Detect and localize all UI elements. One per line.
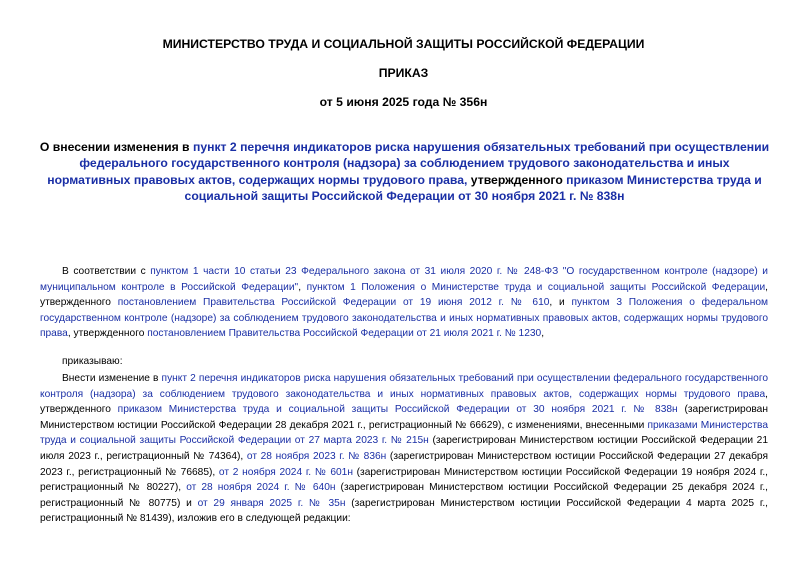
- preamble-text: , и: [549, 297, 572, 309]
- preamble-text: ,: [298, 281, 307, 293]
- link-item2-list[interactable]: пункт 2 перечня индикаторов риска нарушения обязательных требований при осуществлении федерального государственного контроля (надзора) за соблюдением трудового законодательства и иных нормативных правовых актов, содержащих нормы трудового права: [40, 373, 768, 400]
- document-title: [38, 139, 771, 205]
- title-middle: утвержденного: [467, 172, 567, 187]
- preamble-text: ,: [541, 328, 545, 340]
- link-federal-law-248fz[interactable]: пунктом 1 части 10 статьи 23 Федерального закона от 31 июля 2020 г. № 248-ФЗ "О государственном контроле (надзоре) и муниципальном контроле в Российской Федерации": [40, 266, 768, 293]
- link-order-838n[interactable]: приказом Министерства труда и социальной защиты Российской Федерации от 30 ноября 2021 г. № 838н: [117, 404, 678, 416]
- body-text: , утвержденного: [40, 388, 768, 416]
- body-paragraph: [40, 371, 768, 527]
- title-link-item2[interactable]: пункт 2 перечня индикаторов риска нарушения обязательных требований при осуществлении федерального государственного контроля (надзора) за соблюдением трудового законодательства и иных нормативных правовых актов, содержащих нормы трудового права,: [47, 140, 770, 187]
- link-order-601n[interactable]: от 2 ноября 2024 г. № 601н: [218, 466, 353, 478]
- preamble-paragraph: [40, 264, 768, 342]
- link-control-regulation-item3[interactable]: пунктом 3 Положения о федеральном государственном контроле (надзоре) за соблюдением трудового законодательства и иных нормативных правовых актов, содержащих нормы трудового права: [40, 297, 768, 340]
- document-type: ПРИКАЗ: [378, 66, 429, 80]
- link-order-215n[interactable]: приказами Министерства труда и социальной защиты Российской Федерации от 27 марта 2023 г. № 215н: [40, 419, 768, 447]
- order-word: приказываю:: [62, 356, 123, 367]
- body-text: (зарегистрирован Министерством юстиции Российской Федерации 25 декабря 2024 г., регистрационный № 80775) и: [40, 482, 768, 509]
- link-order-640n[interactable]: от 28 ноября 2024 г. № 640н: [186, 482, 336, 494]
- title-prefix: О внесении изменения в: [39, 140, 193, 154]
- preamble-text: , утвержденного: [40, 281, 768, 309]
- link-order-836n[interactable]: от 28 ноября 2023 г. № 836н: [246, 450, 387, 462]
- link-resolution-610[interactable]: постановлением Правительства Российской Федерации от 19 июня 2012 г. № 610: [117, 297, 550, 309]
- body-text: (зарегистрирован Министерством юстиции Российской Федерации 27 декабря 2023 г., регистрационный № 76685),: [40, 450, 768, 478]
- link-order-35n[interactable]: от 29 января 2025 г. № 35н: [197, 497, 346, 509]
- body-text: (зарегистрирован Министерством юстиции Российской Федерации 21 июля 2023 г., регистрационный № 74364),: [40, 435, 768, 462]
- preamble-text: , утвержденного: [67, 328, 148, 340]
- body-text: (зарегистрирован Министерством юстиции Российской Федерации 19 ноября 2024 г., регистрационный № 80227),: [40, 466, 769, 494]
- body-text: Внести изменение в: [62, 373, 162, 384]
- link-ministry-regulation[interactable]: пунктом 1 Положения о Министерстве труда и социальной защиты Российской Федерации: [306, 281, 766, 293]
- ministry-heading: МИНИСТЕРСТВО ТРУДА И СОЦИАЛЬНОЙ ЗАЩИТЫ РОССИЙСКОЙ ФЕДЕРАЦИИ: [162, 37, 645, 51]
- body-text: (зарегистрирован Министерством юстиции Российской Федерации 28 декабря 2021 г., регистрационный № 66629), с изменениями, внесенными: [40, 404, 768, 431]
- body-text: (зарегистрирован Министерством юстиции Российской Федерации 4 марта 2025 г., регистрационный № 81439), изложив его в следующей редакции:: [40, 497, 768, 525]
- preamble-text: В соответствии с: [62, 266, 151, 277]
- link-resolution-1230[interactable]: постановлением Правительства Российской Федерации от 21 июля 2021 г. № 1230: [147, 328, 542, 340]
- document-date-number: от 5 июня 2025 года № 356н: [319, 95, 488, 109]
- title-link-order-838n[interactable]: приказом Министерства труда и социальной защиты Российской Федерации от 30 ноября 2021 г. № 838н: [184, 172, 762, 204]
